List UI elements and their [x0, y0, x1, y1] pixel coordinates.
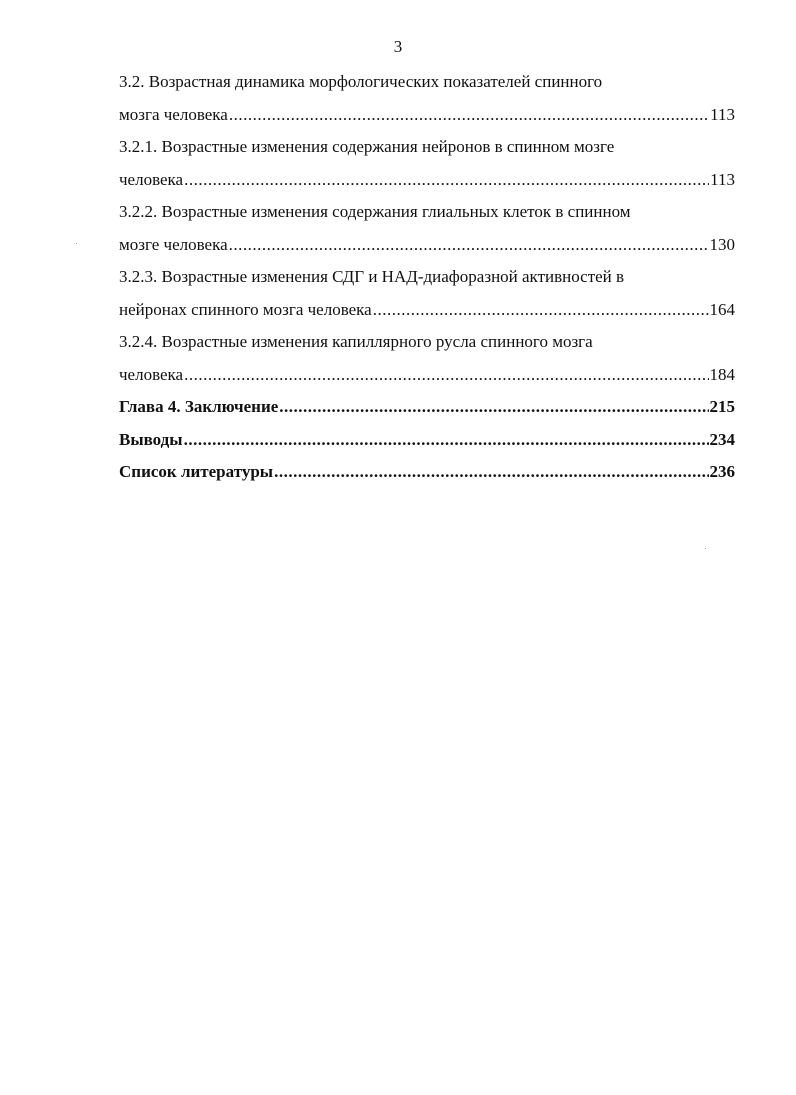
- toc-entry-3-2: [119, 66, 735, 131]
- toc-entry-title: Глава 4. Заключение: [119, 397, 279, 416]
- scan-speck: [76, 243, 77, 244]
- table-of-contents: [119, 66, 735, 489]
- dot-leader: [279, 391, 708, 424]
- toc-entry-title: 3.2. Возрастная динамика морфологических показателей спинного: [119, 72, 603, 91]
- toc-entry-references: [119, 456, 735, 489]
- toc-entry-title: 3.2.3. Возрастные изменения СДГ и НАД-диафоразной активностей в: [119, 267, 625, 286]
- dot-leader: [229, 99, 709, 132]
- dot-leader: [184, 359, 708, 392]
- toc-entry-title-continuation: мозге человека: [119, 234, 228, 254]
- toc-entry-3-2-3: [119, 261, 735, 326]
- toc-page-number: 215: [709, 397, 735, 416]
- toc-entry-leader-line: [119, 164, 735, 197]
- toc-page-number: 184: [709, 364, 735, 384]
- dot-leader: [229, 229, 709, 262]
- toc-entry-leader-line: [119, 456, 735, 489]
- toc-entry-conclusions: [119, 424, 735, 457]
- toc-entry-leader-line: [119, 391, 735, 424]
- toc-page-number: 113: [710, 169, 735, 189]
- dot-leader: [373, 294, 709, 327]
- toc-entry-title: Выводы: [119, 429, 183, 449]
- toc-entry-title-continuation: мозга человека: [119, 104, 228, 124]
- toc-entry-3-2-4: [119, 326, 735, 391]
- page-number: 3: [393, 37, 403, 56]
- toc-entry-title-continuation: человека: [119, 364, 184, 384]
- toc-page-number: 113: [710, 104, 735, 124]
- toc-entry-title: Список литературы: [119, 462, 274, 481]
- toc-entry-leader-line: [119, 359, 735, 392]
- toc-entry-title-continuation: нейронах спинного мозга человека: [119, 299, 372, 319]
- dot-leader: [184, 424, 709, 457]
- toc-entry-title: 3.2.4. Возрастные изменения капиллярного русла спинного мозга: [119, 332, 593, 351]
- toc-page-number: 234: [709, 429, 735, 449]
- toc-entry-3-2-1: [119, 131, 735, 196]
- dot-leader: [274, 456, 708, 489]
- dot-leader: [184, 164, 709, 197]
- toc-entry-title: 3.2.1. Возрастные изменения содержания нейронов в спинном мозге: [119, 137, 615, 156]
- toc-entry-title-continuation: человека: [119, 169, 184, 189]
- scan-speck: [705, 548, 706, 549]
- toc-entry-3-2-2: [119, 196, 735, 261]
- toc-page-number: 164: [709, 299, 735, 319]
- toc-entry-leader-line: [119, 99, 735, 132]
- toc-entry-leader-line: [119, 229, 735, 262]
- toc-page-number: 130: [709, 234, 735, 254]
- toc-entry-leader-line: [119, 424, 735, 457]
- toc-entry-leader-line: [119, 294, 735, 327]
- toc-page-number: 236: [709, 462, 735, 481]
- toc-entry-chapter-4: [119, 391, 735, 424]
- toc-entry-title: 3.2.2. Возрастные изменения содержания глиальных клеток в спинном: [119, 202, 631, 221]
